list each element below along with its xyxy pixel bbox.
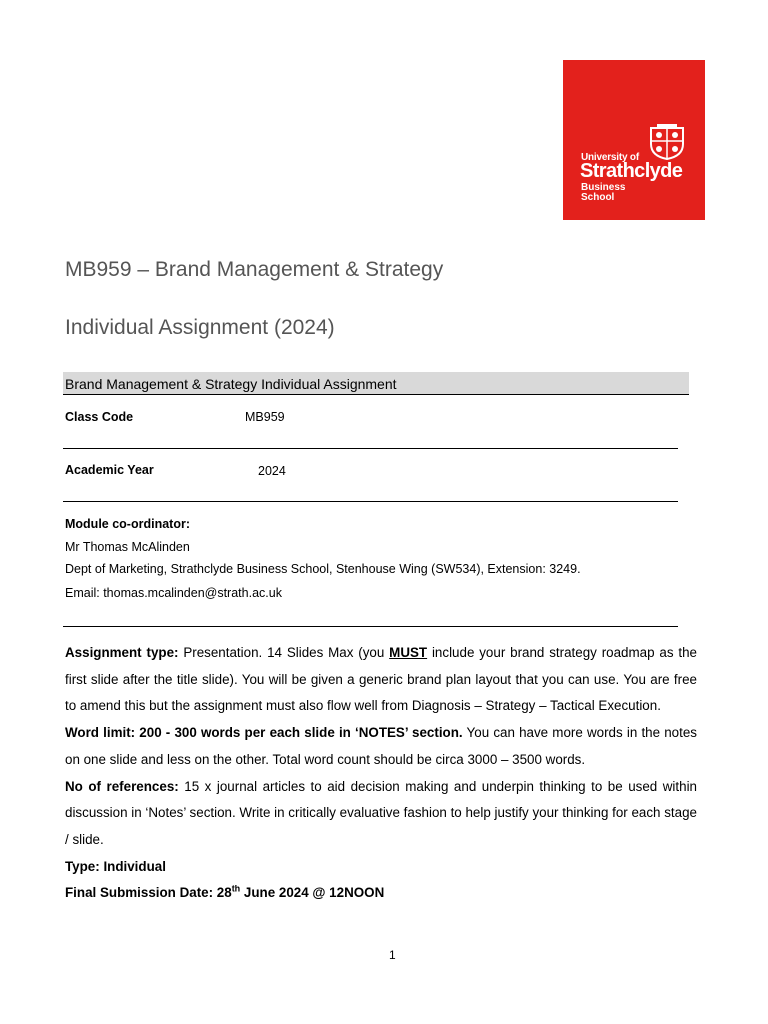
- references-text: 15 x journal articles to aid decision making and underpin thinking to be used within discussion in ‘Notes’ section. Write in critically evaluative fashion to help justify your thinking for each stage / slide.: [65, 778, 697, 847]
- date-ordinal: th: [231, 883, 241, 894]
- academic-year-label: Academic Year: [65, 463, 154, 477]
- word-limit-label: Word limit: 200 - 300 words per each slide in ‘NOTES’ section.: [65, 725, 463, 741]
- assignment-details: [65, 640, 697, 907]
- coordinator-name: Mr Thomas McAlinden: [65, 540, 190, 554]
- coordinator-label: Module co-ordinator:: [65, 517, 190, 531]
- logo-line-university: University of: [581, 152, 639, 163]
- divider: [63, 626, 678, 627]
- assignment-type-text-cont: include your brand strategy roadmap as the first slide after the title slide). You will be given a generic brand plan layout that you can use. You are free to amend this but the assignment must also flow well from Diagnosis – Strategy – Tactical Execution.: [65, 645, 697, 714]
- section-header-bar: Brand Management & Strategy Individual Assignment: [63, 372, 689, 395]
- class-code-value: MB959: [245, 410, 285, 424]
- final-submission-date: [65, 880, 697, 907]
- final-submission-time: June 2024 @ 12NOON: [240, 885, 385, 901]
- class-code-label: Class Code: [65, 410, 134, 424]
- word-limit-paragraph: [65, 720, 697, 773]
- assignment-type-label: Assignment type:: [65, 645, 179, 660]
- logo-line-school: School: [581, 192, 615, 203]
- assignment-type-paragraph: [65, 640, 697, 720]
- document-subtitle: Individual Assignment (2024): [65, 316, 335, 339]
- divider: [63, 448, 678, 449]
- coordinator-dept: Dept of Marketing, Strathclyde Business School, Stenhouse Wing (SW534), Extension: 3249.: [65, 562, 581, 576]
- type-individual: Type: Individual: [65, 858, 166, 874]
- page-number: 1: [389, 948, 396, 962]
- university-logo: [563, 60, 705, 220]
- logo-line-strathclyde: Strathclyde: [580, 160, 683, 182]
- coordinator-email: Email: thomas.mcalinden@strath.ac.uk: [65, 586, 282, 600]
- final-submission-text: Final Submission Date: 28: [65, 885, 232, 901]
- divider: [63, 501, 678, 502]
- crest-icon: [647, 124, 687, 160]
- must-emphasis: MUST: [389, 645, 428, 660]
- word-limit-text: You can have more words in the notes on one slide and less on the other. Total word count should be circa 3000 – 3500 words.: [65, 725, 697, 767]
- academic-year-value: 2024: [258, 464, 286, 478]
- document-title: MB959 – Brand Management & Strategy: [65, 258, 444, 281]
- logo-line-business: Business: [581, 182, 626, 193]
- assignment-type-text: Presentation. 14 Slides Max (you: [178, 645, 390, 660]
- references-label: No of references:: [65, 778, 179, 794]
- references-paragraph: [65, 774, 697, 854]
